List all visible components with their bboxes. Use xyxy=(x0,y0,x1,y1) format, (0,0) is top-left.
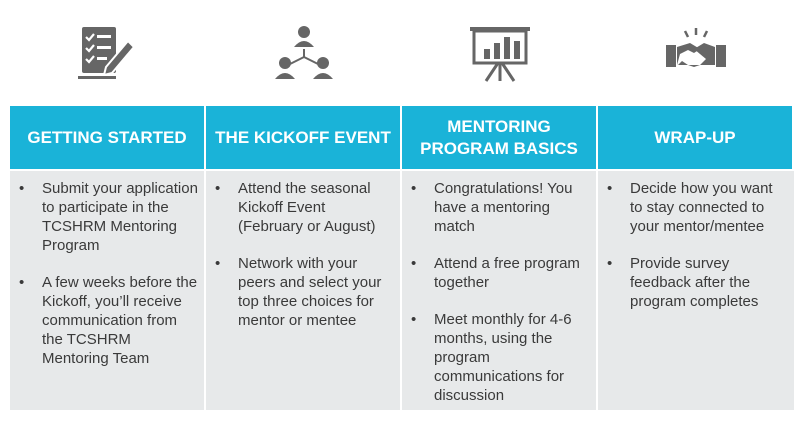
bullet-list xyxy=(408,179,590,405)
header-getting-started: GETTING STARTED xyxy=(10,106,206,169)
column-wrap-up xyxy=(598,169,794,410)
column-getting-started xyxy=(10,169,206,410)
list-item: • Provide survey feedback after the program completes xyxy=(604,254,788,311)
bullet-list xyxy=(212,179,394,330)
icon-cell-basics xyxy=(402,0,598,106)
icon-cell-kickoff xyxy=(206,0,402,106)
network-people-icon xyxy=(272,23,336,83)
header-wrap-up: WRAP-UP xyxy=(598,106,794,169)
column-mentoring-basics xyxy=(402,169,598,410)
handshake-icon xyxy=(664,23,728,83)
icon-row xyxy=(10,0,794,106)
header-kickoff-event: THE KICKOFF EVENT xyxy=(206,106,402,169)
list-item: • Network with your peers and select your top three choices for mentor or mentee xyxy=(212,254,394,330)
icon-cell-getting-started xyxy=(10,0,206,106)
list-item: • Decide how you want to stay connected to your mentor/mentee xyxy=(604,179,788,236)
bullet-list xyxy=(16,179,198,368)
bullet-list xyxy=(604,179,788,311)
list-item: • Submit your application to participate in the TCSHRM Mentoring Program xyxy=(16,179,198,255)
steps-table xyxy=(10,106,794,410)
list-item: • Attend the seasonal Kickoff Event (February or August) xyxy=(212,179,394,236)
icon-cell-wrap-up xyxy=(598,0,794,106)
presentation-chart-icon xyxy=(468,23,532,83)
checklist-pencil-icon xyxy=(76,23,140,83)
list-item: • A few weeks before the Kickoff, you’ll receive communication from the TCSHRM Mentoring Team xyxy=(16,273,198,368)
list-item: • Meet monthly for 4-6 months, using the program communications for discussion xyxy=(408,310,590,405)
header-mentoring-basics: MENTORING PROGRAM BASICS xyxy=(402,106,598,169)
list-item: • Attend a free program together xyxy=(408,254,590,292)
list-item: • Congratulations! You have a mentoring match xyxy=(408,179,590,236)
column-kickoff-event xyxy=(206,169,402,410)
